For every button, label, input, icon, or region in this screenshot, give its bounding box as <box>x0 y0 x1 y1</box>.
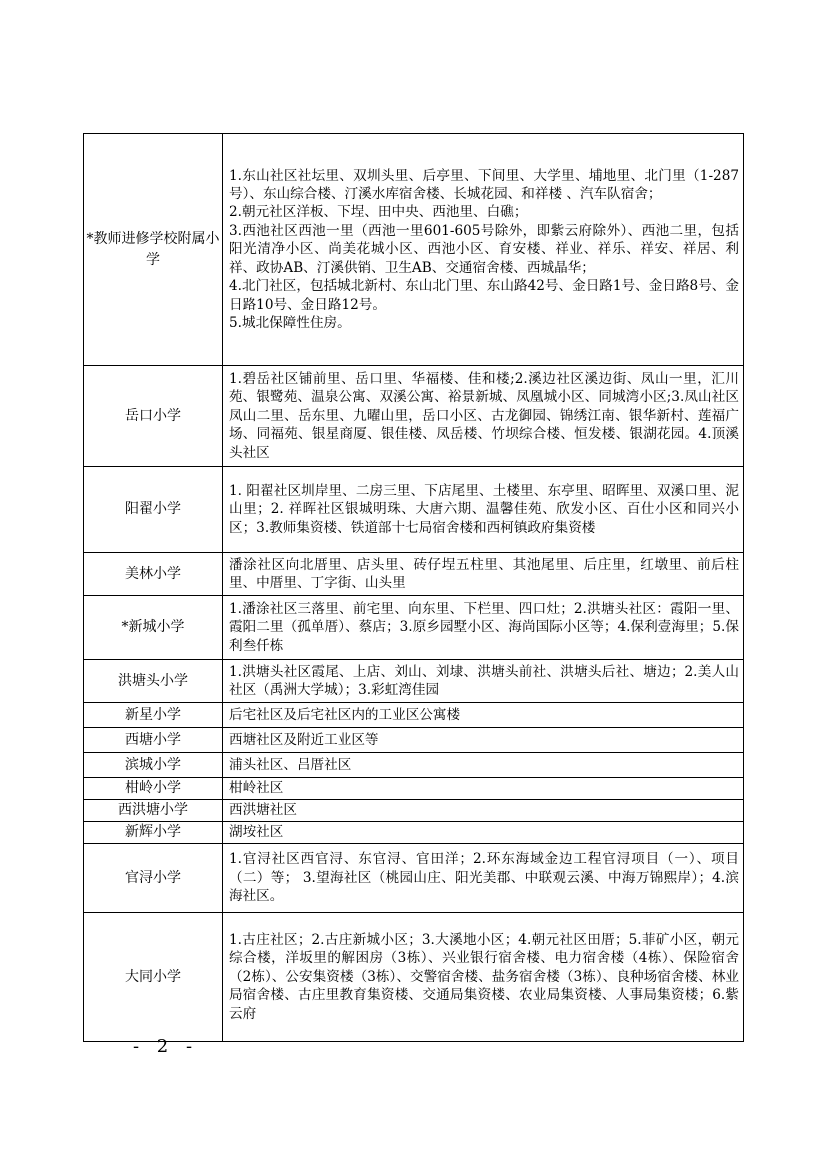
table-row <box>84 596 744 660</box>
school-name: 阳翟小学 <box>84 467 223 553</box>
enrollment-area: 柑岭社区 <box>223 778 744 800</box>
school-name: 大同小学 <box>84 913 223 1042</box>
table-row <box>84 134 744 366</box>
table-row <box>84 800 744 822</box>
school-name: 官浔小学 <box>84 844 223 913</box>
table-row <box>84 467 744 553</box>
school-name: 新星小学 <box>84 703 223 728</box>
enrollment-area: 1.洪塘头社区霞尾、上店、刘山、刘埭、洪塘头前社、洪塘头后社、塘边；2.美人山社区（禹洲大学城）；3.彩虹湾佳园 <box>223 660 744 703</box>
table-row <box>84 703 744 728</box>
school-name: 西洪塘小学 <box>84 800 223 822</box>
school-name: *教师进修学校附属小学 <box>84 134 223 366</box>
school-name: *新城小学 <box>84 596 223 660</box>
school-name: 滨城小学 <box>84 753 223 778</box>
enrollment-area: 1.东山社区社坛里、双圳头里、后亭里、下间里、大学里、埔地里、北门里（1-287号）、东山综合楼、汀溪水库宿舍楼、长城花园、和祥楼 、汽车队宿舍； 2.朝元社区洋板、下埕、田中央、西池里、白礁； 3.西池社区西池一里（西池一里601-605号除外，即紫云府除外）、西池二里，包括阳光清净小区、尚美花城小区、西池小区、育安楼、祥业、祥乐、祥安、祥居、利祥、政协AB、汀溪供销、卫生AB、交通宿舍楼、西城晶华； 4.北门社区，包括城北新村、东山北门里、东山路42号、金日路1号、金日路8号、金日路10号、金日路12号。 5.城北保障性住房。 <box>223 134 744 366</box>
enrollment-area: 1.古庄社区；2.古庄新城小区；3.大溪地小区；4.朝元社区田厝；5.菲矿小区，朝元综合楼，洋坂里的解困房（3栋）、兴业银行宿舍楼、电力宿舍楼（4栋）、保险宿舍（2栋）、公安集资楼（3栋）、交警宿舍楼、盐务宿舍楼（3栋）、良种场宿舍楼、林业局宿舍楼、古庄里教育集资楼、交通局集资楼、农业局集资楼、人事局集资楼；6.紫云府 <box>223 913 744 1042</box>
table-row <box>84 844 744 913</box>
table-row <box>84 728 744 753</box>
enrollment-area: 1.官浔社区西官浔、东官浔、官田洋；2.环东海域金边工程官浔项目（一）、项目（二）等； 3.望海社区（桃园山庄、阳光美郡、中联观云溪、中海万锦熙岸）；4.滨海社区。 <box>223 844 744 913</box>
table-row <box>84 913 744 1042</box>
enrollment-area: 浦头社区、吕厝社区 <box>223 753 744 778</box>
table-row <box>84 778 744 800</box>
school-name: 西塘小学 <box>84 728 223 753</box>
enrollment-area: 潘涂社区向北厝里、店头里、砖仔埕五柱里、其池尾里、后庄里，红墩里、前后柱里、中厝里、丁字街、山头里 <box>223 553 744 596</box>
table-row <box>84 753 744 778</box>
table-row <box>84 822 744 844</box>
school-name: 洪塘头小学 <box>84 660 223 703</box>
school-district-table <box>83 133 744 1042</box>
page-number: - 2 - <box>133 1036 199 1057</box>
school-name: 岳口小学 <box>84 366 223 467</box>
enrollment-area: 1.潘涂社区三落里、前宅里、向东里、下栏里、四口灶；2.洪塘头社区：霞阳一里、霞阳二里（孤单厝）、蔡店；3.原乡园墅小区、海尚国际小区等；4.保利壹海里；5.保利叁仟栋 <box>223 596 744 660</box>
school-name: 美林小学 <box>84 553 223 596</box>
table-row <box>84 660 744 703</box>
enrollment-area: 西洪塘社区 <box>223 800 744 822</box>
table-row <box>84 366 744 467</box>
enrollment-area: 西塘社区及附近工业区等 <box>223 728 744 753</box>
enrollment-area: 湖垵社区 <box>223 822 744 844</box>
table-row <box>84 553 744 596</box>
enrollment-area: 1. 阳翟社区圳岸里、二房三里、下店尾里、土楼里、东亭里、昭晖里、双溪口里、泥山里；2. 祥晖社区银城明珠、大唐六期、温馨佳苑、欣发小区、百仕小区和同兴小区；3.教师集资楼、铁道部十七局宿舍楼和西柯镇政府集资楼 <box>223 467 744 553</box>
enrollment-area: 1.碧岳社区铺前里、岳口里、华福楼、佳和楼;2.溪边社区溪边街、凤山一里，汇川苑、银鹭苑、温泉公寓、双溪公寓、裕景新城、凤凰城小区、同城湾小区;3.凤山社区凤山二里、岳东里、九曜山里，岳口小区、古龙御园、锦绣江南、银华新村、莲福广场、同福苑、银星商厦、银佳楼、凤岳楼、竹坝综合楼、恒发楼、银湖花园。4.顶溪头社区 <box>223 366 744 467</box>
school-name: 新辉小学 <box>84 822 223 844</box>
school-name: 柑岭小学 <box>84 778 223 800</box>
enrollment-area: 后宅社区及后宅社区内的工业区公寓楼 <box>223 703 744 728</box>
